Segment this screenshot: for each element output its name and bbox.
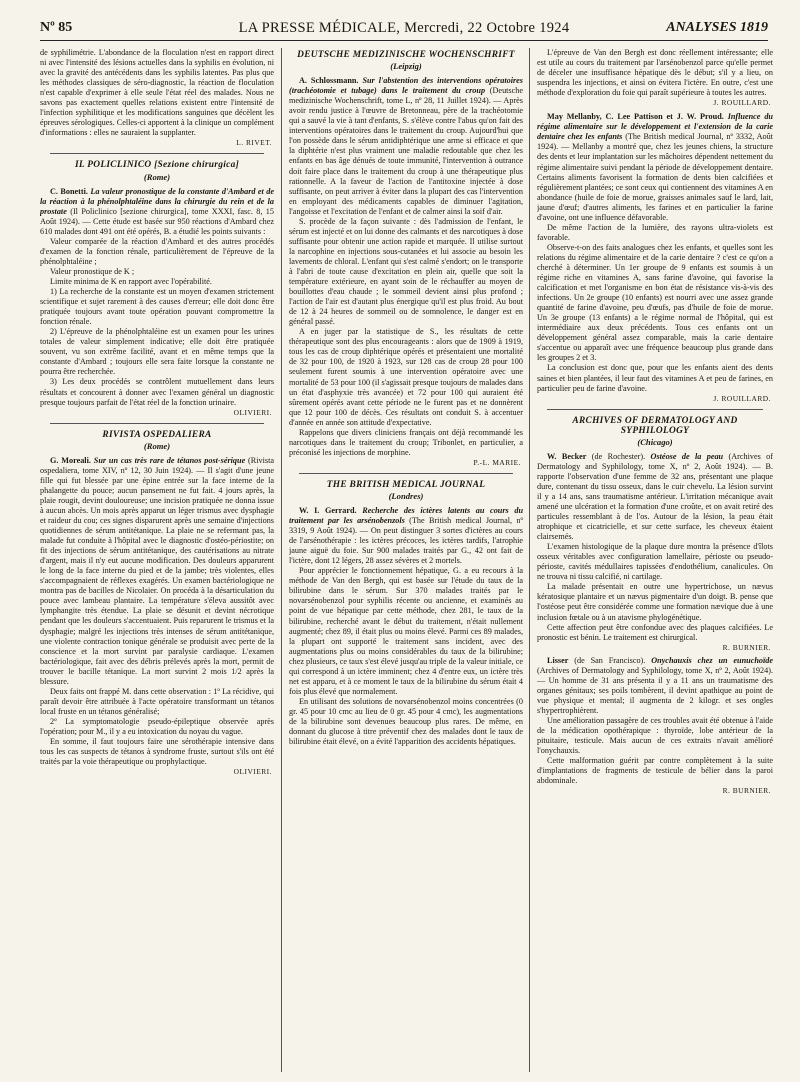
section-page-number: ANALYSES 1819: [666, 20, 768, 35]
article-title: La valeur pronostique de la constante d'Ambard et de la réaction à la phénolphtaléine dans la chirurgie du rein et de la prostate: [40, 186, 274, 216]
journal-city: (Chicago): [637, 436, 673, 447]
signature: P.-L. MARIE.: [473, 457, 521, 467]
paragraph: 2) L'épreuve de la phénolphtaléine est un examen pour les urines totales de valeur simplement indicative; elle doit être pratiquée souvent, vu son extrême facilité, avant et en même temps que la constante d'Ambard ; toujours elle sera faite lorsque la constante ne pourra être recherchée.: [40, 327, 274, 377]
author-affiliation: (de Rochester).: [586, 451, 646, 461]
paragraph: La conclusion est donc que, pour que les enfants aient des dents saines et bien plantées, il leur faut des vitamines A et peu de farines, en particulier peu de farine d'avoine.: [537, 363, 773, 393]
divider: [547, 409, 763, 410]
journal-city: (Rome): [143, 171, 171, 182]
article-author: C. Bonetti.: [50, 186, 88, 196]
paragraph: de syphilimétrie. L'abondance de la floculation n'est en rapport direct ni avec l'intensité des lésions actuelles dans la syphilis en évolution, ni avec la gravité des antécédents dans les syphilis latentes. Pas plus que les méthodes classiques de séro-diagnostic, la réaction de floculation n'est capable d'exprimer à elle seule l'état réel des malades. Nous ne savons pas exactement quelles relations existent entre l'intensité de l'infection syphilitique et les modifications sanguines que décèlent les épreuves sérologiques. Celles-ci apportent à la clinique un complément d'informations : elles ne sauraient la supplanter.: [40, 48, 274, 138]
article-body: (The British medical Journal, nº 3319, 9 Août 1924). — On peut distinguer 3 sortes d'ictères au cours de l'arsénothérapie : les ictères précoces, les ictères tardifs, l'atrophie jaune aiguë du foie. Sur 900 malades traités par G., 42 ont fait de l'ictère, dont 12 légers, 28 assez sévères et 2 mortels.: [289, 516, 523, 566]
paragraph: Cette malformation guérit par contre complètement à la suite d'implantations de fragments de testicule de bélier dans la paroi abdominale.: [537, 756, 773, 786]
paragraph: Valeur comparée de la réaction d'Ambard et des autres procédés d'examen de la fonction rénale, particulièrement de l'épreuve de la phénolphtaléine ;: [40, 236, 274, 266]
paragraph: En utilisant des solutions de novarsénobenzol moins concentrées (0 gr. 45 pour 10 cmc au lieu de 0 gr. 45 pour 4 cmc), les augmentations de la bilirubine sont devenues beaucoup plus rares. De même, en donnant du glucose à titre préventif chez des malades dont le taux de bilirubine était élevé, on a évité l'apparition des accidents hépatiques.: [289, 696, 523, 747]
paragraph: De même l'action de la lumière, des rayons ultra-violets est favorable.: [537, 222, 773, 242]
paragraph: S. procède de la façon suivante : dès l'admission de l'enfant, le sérum est injecté et on lui donne des calmants et des narcotiques à dose suffisante pour obtenir une action rapide et marquée. Il utilise surtout la narcophine en injections sous-cutanées et lui associe au besoin les lavements de chloral. L'enfant qui s'est calmé s'endort; on le transporte à l'abri de toute cause d'excitation en plein air, quelle que soit la température extérieure, en ayant soin de le réchauffer au moyen de bouillottes d'eau chaude ; le sommeil devient ainsi plus profond ; l'action de l'air est d'autant plus énergique qu'il est plus froid. Au bout de 12 à 24 heures de sommeil ou de somnolence, le danger est en général passé.: [289, 216, 523, 327]
signature: OLIVIERI.: [233, 767, 272, 777]
article: [537, 452, 773, 542]
divider: [299, 473, 513, 474]
page-header: [40, 18, 768, 41]
signature: R. BURNIER.: [722, 642, 771, 652]
article-author: W. I. Gerrard.: [299, 506, 357, 516]
article: [537, 112, 773, 223]
paragraph: En somme, il faut toujours faire une sérothérapie intensive dans tous les cas suspects de tétanos à syndrome fruste, surtout s'ils ont été traités par la voie thérapeutique ou prophylactique.: [40, 737, 274, 767]
column-divider: [529, 48, 530, 1072]
divider: [50, 153, 264, 154]
paragraph: Une amélioration passagère de ces troubles avait été obtenue à l'aide de la médication opothérapique : thyroïde, lobe antérieur de la pituitaire, testicule. Mais aucun de ces extraits n'avait amélioré l'onychauxis.: [537, 716, 773, 756]
article-author: W. Becker: [547, 451, 587, 461]
paragraph: 3) Les deux procédés se contrôlent mutuellement dans leurs résultats et concourent à donner avec l'examen général un diagnostic presque toujours parfait de l'état réel de la fonction urinaire.: [40, 377, 274, 407]
article-title: Influence du régime alimentaire sur le développement et l'extension de la carie dentaire chez les enfants: [537, 112, 773, 142]
article-body: (Deutsche medizinische Wochenschrift, tome L, nº 28, 11 Juillet 1924). — Après avoir rendu justice à l'œuvre de Bretonneau, père de la trachéotomie qui a sauvé la vie à tant d'enfants, S. s'élève contre l'abus qu'on fait des interventions opératoires dans le traitement du croup. Aujourd'hui que l'on possède dans le sérum antidiphtérique une arme si efficace et que la diphtérie n'est plus vraiment une maladie redoutable que chez les enfants en bas âge dénués de toute immunité, l'intervention à outrance doit faire place dans le traitement du croup à une thérapeutique plus rationnelle. A la faveur de l'action de l'antitoxine injectée à dose suffisante, on peut arriver à éviter dans la plupart des cas l'intervention en employant des médicaments capables de diminuer l'agitation, l'angoisse et l'excitation de l'enfant et de calmer ainsi la soif d'air.: [289, 86, 523, 216]
article-title: Ostéose de la peau: [645, 451, 724, 461]
paragraph: 2º La symptomatologie pseudo-épileptique observée après l'opération; pour M., il y a eu intoxication du noyau du vague.: [40, 716, 274, 736]
article-title: Sur un cas très rare de tétanos post-sérique: [90, 455, 246, 465]
paragraph: La malade présentait en outre une hypertrichose, un nævus kératosique plantaire et un nævus pigmentaire d'un doigt. B. pense que l'ostéose peut être considérée comme une formation nævique due à une inclusion fœtale ou à un atavisme phylogénétique.: [537, 582, 773, 622]
paragraph: L'épreuve de Van den Bergh est donc réellement intéressante; elle est utile au cours du traitement par l'arsénobenzol parce qu'elle permet de déceler une insuffisance hépatique dès le début; s'il y a lieu, on suspendra les injections, et ainsi on évitera l'ictère. En outre, c'est une méthode d'exploration du foie qui paraît supérieure à toutes les autres.: [537, 48, 773, 98]
article-author: G. Moreali.: [50, 455, 91, 465]
column-2: [289, 48, 523, 1078]
article-body: (Archives of Dermatology and Syphilology, tome X, nº 2, Août 1924). — B. rapporte l'observation d'une femme de 32 ans, présentant une plaque dure, contenant du tissu osseux, dans le cuir chevelu. La lésion survint il y a 14 ans, sans traumatisme antérieur. L'irritation mécanique avait amené une ulcération et la formation d'une croûte, et on avait retiré des particules ressemblant à de l'os. Autour de la lésion, la peau était atrophique et cicatricielle, et sur cette surface, les cheveux étaient clairsemés.: [537, 451, 773, 542]
paragraph: Valeur pronostique de K ;: [50, 266, 135, 276]
journal-title: IL POLICLINICO [Sezione chirurgica]: [74, 160, 240, 171]
journal-title: DEUTSCHE MEDIZINISCHE WOCHENSCHRIFT: [297, 50, 515, 60]
paragraph: Pour apprécier le fonctionnement hépatique, G. a eu recours à la méthode de Van den Bergh, qui est basée sur l'étude du taux de la bilirubine dans le sérum. Sur 370 malades traités par le novarsénobenzol pour syphilis récente ou ancienne, et examinés au point de vue hépatique par cette méthode, chez 281, le taux de la bilirubine, recherché avant le début du traitement, n'était nullement augmenté; chez 89, il était plus ou moins élevé. Parmi ces 89 malades, la plupart ont supporté le traitement sans incident, avec des augmentations plus ou moins considérables du taux de la bilirubine; chez plusieurs, ce taux s'est élevé jusqu'au triple de la valeur initiale, ce qui correspond à un ictère imminent; chez 4 d'entre eux, un ictère très net est apparu, et à ce moment le taux de la bilirubine du sérum était 4 fois plus élevé que normalement.: [289, 566, 523, 696]
article-title: Recherche des ictères latents au cours du traitement par les arsénobenzols: [289, 506, 523, 526]
paragraph: L'examen histologique de la plaque dure montra la présence d'îlots osseux véritables avec configuration lamellaire, périoste ou pseudo-périoste, cavités médullaires tapissées d'endothélium, canalicules. On ne trouva ni tissu calcifié, ni cartilage.: [537, 542, 773, 582]
paragraph: Deux faits ont frappé M. dans cette observation : 1º La récidive, qui paraît devoir être attribuée à l'acte opératoire transformant un tétanos local fruste en un tétanos généralisé;: [40, 686, 274, 716]
header-title: LA PRESSE MÉDICALE, Mercredi, 22 Octobre 1924: [238, 20, 570, 36]
signature: J. ROUILLARD.: [713, 393, 771, 403]
paragraph: A en juger par la statistique de S., les résultats de cette thérapeutique sont des plus encourageants : alors que de 1909 à 1919, tous les cas de croup diphtérique opérés et présentaient une mortalité de 32 pour 100, de 1920 à 1923, sur 128 cas de croup 28 pour 100 seulement furent soumis à une intervention opératoire avec une mortalité de 53 pour 100 (il s'agissait presque toujours de malades dans un état d'asphyxie très avancée) et 72 pour 100 qui auraient été sûrement opérés avant cette période ne le furent pas et ne donnèrent que 12 pour 100 de décès. Ces résultats ont conduit S. à accentuer d'année en année son attitude d'expectative.: [289, 327, 523, 427]
article-author: A. Schlossmann.: [299, 76, 359, 86]
journal-title: RIVISTA OSPEDALIERA: [102, 429, 212, 440]
column-3: [537, 48, 773, 1078]
article-author: May Mellanby, C. Lee Pattison et J. W. Proud.: [547, 112, 724, 122]
article: [289, 76, 523, 217]
article-title: Sur l'abstention des interventions opératoires (trachéotomie et tubage) dans le traitement du croup: [289, 76, 523, 96]
journal-title: THE BRITISH MEDICAL JOURNAL: [326, 479, 486, 490]
paragraph: Observe-t-on des faits analogues chez les enfants, et quelles sont les relations du régime alimentaire et de la carie dentaire ? c'est ce qu'on a cherché à déterminer. Un 1er groupe de 9 enfants est soumis à un régime riche en vitamines A, sans farine d'avoine, qui favorise la calcification et met l'organisme en bon état de résistance vis-à-vis des infections. Un 2e groupe (10 enfants) est nourri avec une assez grande quantité de farine d'avoine, peu d'œufs, pas d'huile de foie de morue. Un 3e groupe (13 enfants) a le régime normal de l'hôpital, qui est intermédiaire aux deux précédents. Tous ces enfants ont un développement général assez comparable, mais la carie dentaire s'accentue ou apparaît avec une fréquence beaucoup plus grande dans les groupes 2 et 3.: [537, 242, 773, 363]
article-title: Onychauxis chez un eunuchoïde: [645, 655, 773, 665]
author-affiliation: (de San Francisco).: [568, 655, 646, 665]
divider: [50, 423, 264, 424]
article: [537, 656, 773, 716]
paragraph: 1) La recherche de la constante est un moyen d'examen strictement scientifique et sujet rarement à des causes d'erreur; elle doit donc être pratiquée toujours avant toute opération pouvant compromettre la fonction rénale.: [40, 287, 274, 327]
article-body: (Archives of Dermatology and Syphilology, tome X, nº 2, Août 1924). — Un homme de 31 ans présenta il y a 11 ans un traumatisme des organes génitaux; ses poils tombèrent, il devint apathique au point de vue physique et mental; il augmenta de 2 kilogr. et ses ongles s'hypertrophièrent.: [537, 665, 773, 715]
article-body: (The British medical Journal, nº 3332, Août 1924). — Mellanby a montré que, chez les jeunes chiens, la structure des dents et leur implantation sur les mâchoires dépendent nettement du régime alimentaire suivi pendant la période de développement dentaire. Certains aliments favorisent la formation de dents bien calcifiées et régulièrement plantées; ce sont ceux qui contiennent des vitamines A en abondance (huile de foie de morue, graisses animales sauf le lard, lait, jaune d'œuf; d'autres aliments, les farines et en particulier la farine d'avoine, ont une influence défavorable.: [537, 132, 773, 222]
column-divider: [281, 48, 282, 1072]
journal-city: (Leipzig): [390, 61, 422, 72]
journal-city: (Rome): [143, 440, 171, 451]
article: [40, 187, 274, 237]
article-body: (Rivista ospedaliera, tome XIV, nº 12, 30 Juin 1924). — Il s'agit d'une jeune fille qui fut blessée par une épine entrée sur la face interne de la phalangette du pouce; aucun pansement ne fut fait. 4 jours après, la plaie rougit, devint douloureuse; une incision pratiquée ne donna issue à aucun abcès. Un mois après apparut un léger trismus avec dysphagie et raideur du cou; ces signes disparurent après une semaine d'injections quotidiennes de sérum antitétanique. La plaie ne se refermant pas, la malade fut conduite à l'hôpital avec le diagnostic d'ostéo-périostite; on fit des injections de sérum antitétanique, des cautérisations au nitrate d'argent, mais il n'y eut aucune modification. Des douleurs apparurent le long de la face interne du pied et de la jambe; très violentes, elles s'accompagnaient de réflexes exagérés. Un examen bactériologique ne montra pas de bacilles de Nicolaier. On procéda à la désarticulation du pouce avec lambeau plantaire. La température s'éleva aussitôt avec lymphangite très étendue. La plaie se désunit et devint nécrotique pendant que les douleurs s'accentuaient. Puis reparurent le trismus et la dysphagie; malgré les injections très intenses de sérum antitétanique, une violente contraction tonique générale se produisit avec perte de la conscience et la mort survint par paralysie cardiaque. L'examen bactériologique, fait avec des débris prélevés après la mort, permit de trouver le bacille tétanique. La mort survint 2 mois 1/2 après la blessure.: [40, 455, 274, 686]
article: [40, 456, 274, 687]
signature: L. RIVET.: [236, 138, 272, 148]
journal-city: (Londres): [388, 490, 424, 501]
article-author: Lisser: [547, 655, 569, 665]
article-body: (Il Policlinico [sezione chirurgica], tome XXXI, fasc. 8, 15 Août 1924). — Cette étude est basée sur 950 réactions d'Ambard chez 610 malades dont 491 ont été opérés, B. a étudié les points suivants :: [40, 206, 274, 236]
journal-title: ARCHIVES OF DERMATOLOGY AND SYPHILOLOGY: [572, 415, 738, 436]
paragraph: Rappelons que divers cliniciens français ont déjà recommandé les narcotiques dans le traitement du croup; Tribonlet, en particulier, a préconisé les injections de morphine.: [289, 427, 523, 457]
paragraph: Limite minima de K en rapport avec l'opérabilité.: [50, 276, 212, 286]
column-1: [40, 48, 274, 1078]
signature: J. ROUILLARD.: [713, 98, 771, 108]
issue-number: Nº 85: [40, 20, 73, 35]
paragraph: Cette affection peut être confondue avec des plaques calcifiées. Le pronostic est bénin. Le traitement est chirurgical.: [537, 622, 773, 642]
signature: R. BURNIER.: [722, 786, 771, 796]
article: [289, 506, 523, 566]
signature: OLIVIERI.: [233, 407, 272, 417]
